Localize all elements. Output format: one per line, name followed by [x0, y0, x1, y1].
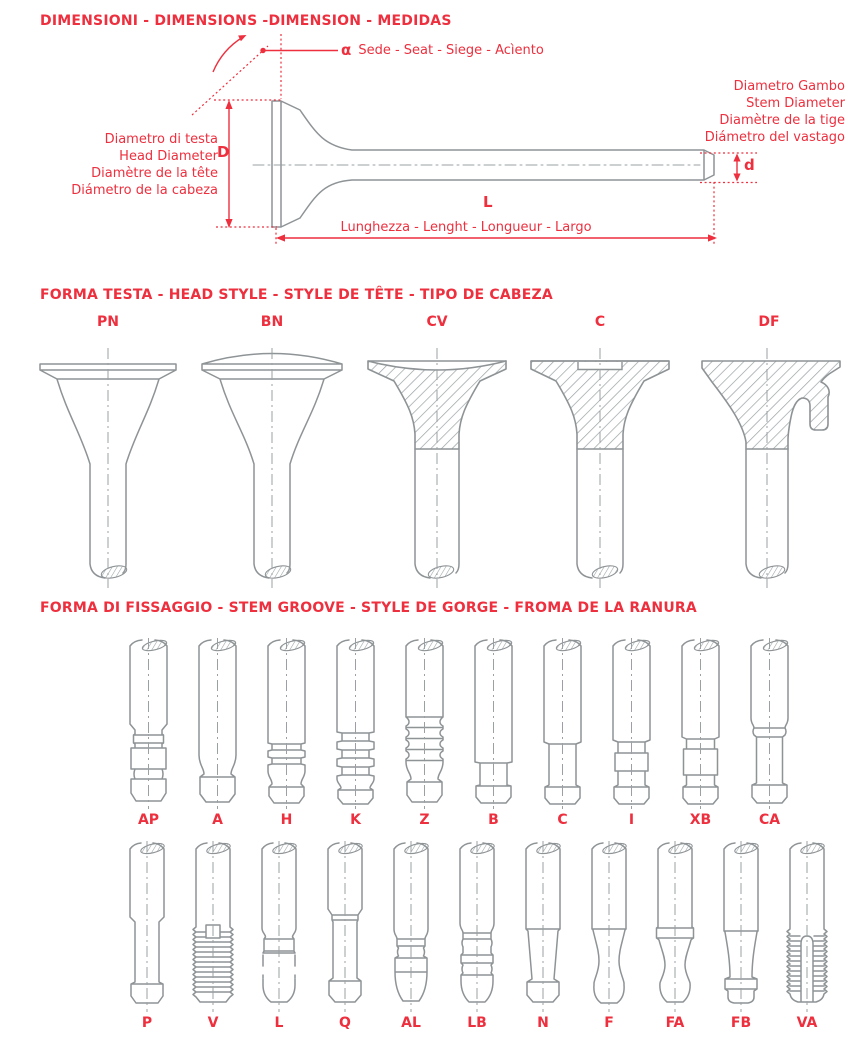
- stem-groove-row-2: [114, 841, 840, 1031]
- stem-groove-drawing-fa: [642, 841, 708, 1013]
- head-style-label: BN: [260, 314, 284, 330]
- head-style-label: CV: [426, 314, 448, 330]
- stem-groove-item-n: [510, 841, 576, 1031]
- stem-groove-drawing-k: [321, 638, 390, 810]
- stem-groove-item-lb: [444, 841, 510, 1031]
- head-style-drawing-c: [515, 336, 685, 591]
- stem-diameter-callout: [545, 78, 845, 146]
- stem-groove-label: N: [537, 1015, 549, 1031]
- alpha-symbol: α: [341, 41, 352, 59]
- stem-diameter-symbol: d: [744, 156, 755, 174]
- stem-groove-label: L: [274, 1015, 284, 1031]
- stem-groove-label: XB: [689, 812, 712, 828]
- head-diameter-line: Diamètre de la tête: [91, 166, 218, 181]
- stem-groove-item-z: [390, 638, 459, 828]
- stem-groove-drawing-i: [597, 638, 666, 810]
- stem-groove-row-1: [114, 638, 804, 828]
- stem-groove-label: VA: [796, 1015, 818, 1031]
- length-symbol: L: [483, 193, 493, 211]
- stem-groove-drawing-fb: [708, 841, 774, 1013]
- head-style-drawing-df: [684, 336, 854, 591]
- stem-groove-drawing-q: [312, 841, 378, 1013]
- stem-groove-item-xb: [666, 638, 735, 828]
- head-style-item-pn: [23, 314, 193, 591]
- stem-groove-drawing-va: [774, 841, 840, 1013]
- stem-diameter-line: Stem Diameter: [746, 96, 845, 111]
- stem-groove-drawing-ca: [735, 638, 804, 810]
- stem-groove-item-fa: [642, 841, 708, 1031]
- head-style-drawing-pn: [23, 336, 193, 591]
- stem-groove-label: F: [604, 1015, 614, 1031]
- head-style-drawing-bn: [187, 336, 357, 591]
- stem-groove-item-ap: [114, 638, 183, 828]
- stem-groove-label: A: [212, 812, 223, 828]
- head-diameter-symbol: D: [217, 143, 230, 161]
- stem-groove-item-ca: [735, 638, 804, 828]
- stem-groove-item-fb: [708, 841, 774, 1031]
- stem-groove-label: AP: [137, 812, 160, 828]
- stem-groove-drawing-b: [459, 638, 528, 810]
- stem-groove-item-a: [183, 638, 252, 828]
- head-diameter-line: Diametro di testa: [104, 132, 218, 147]
- stem-groove-label: B: [488, 812, 499, 828]
- stem-groove-drawing-h: [252, 638, 321, 810]
- stem-diameter-line: Diametro Gambo: [733, 79, 845, 94]
- stem-groove-label: K: [350, 812, 361, 828]
- head-style-item-bn: [187, 314, 357, 591]
- stem-groove-item-i: [597, 638, 666, 828]
- stem-groove-item-h: [252, 638, 321, 828]
- stem-groove-item-b: [459, 638, 528, 828]
- head-diameter-line: Diámetro de la cabeza: [71, 183, 218, 198]
- head-diameter-callout: [38, 131, 218, 199]
- stem-diameter-line: Diámetro del vastago: [704, 130, 845, 145]
- stem-groove-drawing-xb: [666, 638, 735, 810]
- stem-groove-item-c: [528, 638, 597, 828]
- stem-groove-label: AL: [401, 1015, 421, 1031]
- stem-groove-drawing-f: [576, 841, 642, 1013]
- stem-diameter-line: Diamètre de la tige: [719, 113, 845, 128]
- stem-groove-item-k: [321, 638, 390, 828]
- stem-groove-label: P: [141, 1015, 153, 1031]
- stem-groove-item-va: [774, 841, 840, 1031]
- dimensions-title: DIMENSIONI - DIMENSIONS -DIMENSION - MEDIDAS: [40, 13, 452, 29]
- stem-groove-drawing-a: [183, 638, 252, 810]
- head-style-item-df: [684, 314, 854, 591]
- head-style-label: C: [594, 314, 606, 330]
- stem-groove-label: C: [557, 812, 568, 828]
- stem-groove-label: V: [207, 1015, 219, 1031]
- stem-groove-label: FB: [730, 1015, 752, 1031]
- stem-groove-item-v: [180, 841, 246, 1031]
- stem-groove-label: Z: [419, 812, 430, 828]
- stem-groove-item-l: [246, 841, 312, 1031]
- length-label: Lunghezza - Lenght - Longueur - Largo: [340, 220, 592, 235]
- stem-groove-drawing-lb: [444, 841, 510, 1013]
- stem-groove-drawing-c: [528, 638, 597, 810]
- stem-groove-drawing-n: [510, 841, 576, 1013]
- stem-groove-label: H: [280, 812, 293, 828]
- stem-groove-label: CA: [758, 812, 781, 828]
- seat-label: Sede - Seat - Siege - Acìento: [358, 42, 544, 58]
- head-diameter-line: Head Diameter: [119, 149, 218, 164]
- stem-groove-item-f: [576, 841, 642, 1031]
- head-style-item-c: [515, 314, 685, 591]
- head-style-label: PN: [97, 314, 119, 330]
- stem-groove-title: FORMA DI FISSAGGIO - STEM GROOVE - STYLE DE GORGE - FROMA DE LA RANURA: [40, 600, 697, 616]
- stem-groove-drawing-v: [180, 841, 246, 1013]
- stem-groove-drawing-l: [246, 841, 312, 1013]
- stem-groove-item-q: [312, 841, 378, 1031]
- stem-groove-drawing-al: [378, 841, 444, 1013]
- stem-groove-label: I: [628, 812, 635, 828]
- stem-groove-label: FA: [665, 1015, 685, 1031]
- stem-groove-label: LB: [467, 1015, 487, 1031]
- head-style-title: FORMA TESTA - HEAD STYLE - STYLE DE TÊTE - TIPO DE CABEZA: [40, 287, 553, 303]
- seat-angle-callout: [341, 41, 544, 59]
- head-style-drawing-cv: [352, 336, 522, 591]
- stem-groove-label: Q: [339, 1015, 351, 1031]
- stem-groove-drawing-z: [390, 638, 459, 810]
- head-style-item-cv: [352, 314, 522, 591]
- stem-groove-item-p: [114, 841, 180, 1031]
- stem-groove-item-al: [378, 841, 444, 1031]
- stem-groove-drawing-ap: [114, 638, 183, 810]
- head-style-label: DF: [758, 314, 780, 330]
- stem-groove-drawing-p: [114, 841, 180, 1013]
